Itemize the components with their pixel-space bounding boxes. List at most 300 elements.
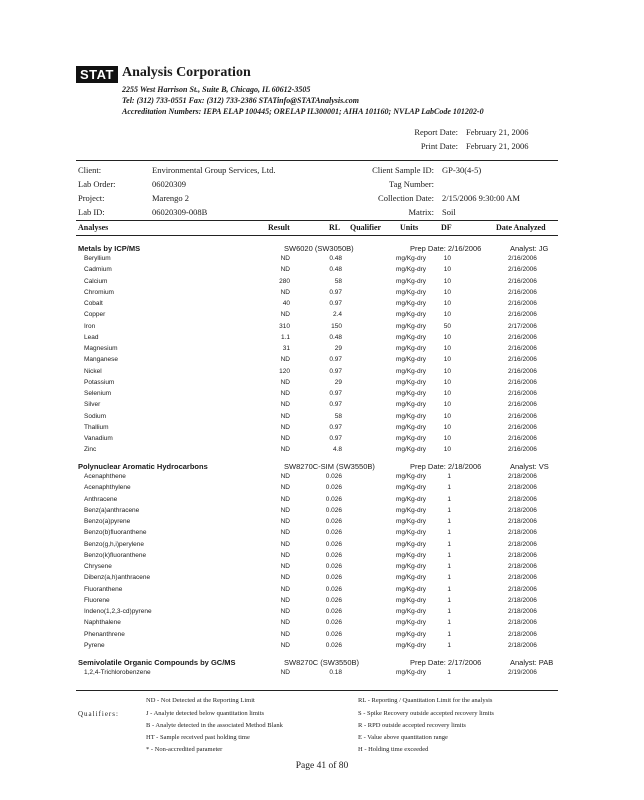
- reporting-limit: 0.026: [325, 608, 342, 615]
- date-analyzed: 2/18/2006: [508, 484, 537, 492]
- units: mg/Kg-dry: [396, 378, 426, 386]
- analyte-name: Pyrene: [84, 641, 105, 649]
- result-value: ND: [280, 551, 290, 559]
- reporting-limit: 0.97: [329, 435, 342, 442]
- client-label: Client:: [78, 165, 102, 175]
- dilution-factor: 10: [443, 378, 451, 386]
- table-row: [0, 289, 644, 300]
- units: mg/Kg-dry: [396, 596, 426, 604]
- result-value: ND: [280, 585, 290, 593]
- units: mg/Kg-dry: [396, 551, 426, 559]
- qualifier-nd: ND - Not Detected at the Reporting Limit: [146, 697, 255, 704]
- result-value: ND: [280, 435, 290, 442]
- accreditation-numbers: Accreditation Numbers: IEPA ELAP 100445; ORELAP IL300001; AIHA 101160; NVLAP LabCode 101202-0: [122, 107, 484, 116]
- qualifier-h: H - Holding time exceeded: [358, 746, 429, 753]
- date-analyzed: 2/16/2006: [508, 311, 537, 319]
- dilution-factor: 1: [447, 473, 451, 480]
- table-row: [0, 507, 644, 518]
- result-value: ND: [280, 288, 290, 296]
- dilution-factor: 10: [443, 277, 451, 285]
- reporting-limit: 0.026: [325, 619, 342, 627]
- date-analyzed: 2/16/2006: [508, 288, 537, 296]
- result-value: ND: [280, 495, 290, 503]
- reporting-limit: 150: [331, 322, 342, 330]
- table-row: [0, 563, 644, 574]
- section-method: SW6020 (SW3050B): [284, 244, 354, 253]
- date-analyzed: 2/18/2006: [508, 506, 537, 514]
- result-value: ND: [280, 423, 290, 431]
- date-analyzed: 2/16/2006: [508, 266, 537, 274]
- result-value: ND: [280, 266, 290, 274]
- dilution-factor: 10: [443, 412, 451, 420]
- analyte-name: Iron: [84, 322, 96, 330]
- dilution-factor: 10: [443, 401, 451, 409]
- analyte-name: Anthracene: [84, 495, 118, 503]
- units: mg/Kg-dry: [396, 356, 426, 364]
- analyte-name: Cadmium: [84, 266, 112, 274]
- client-sample-id-label: Client Sample ID:: [372, 165, 434, 175]
- dilution-factor: 1: [447, 641, 451, 649]
- table-row: [0, 390, 644, 401]
- dilution-factor: 10: [443, 356, 451, 364]
- analyte-name: Potassium: [84, 378, 115, 386]
- result-value: 31: [282, 345, 290, 352]
- tag-number-label: Tag Number:: [389, 179, 434, 189]
- analyte-name: Benzo(a)pyrene: [84, 518, 131, 525]
- date-analyzed: 2/18/2006: [508, 495, 537, 503]
- collection-date-value: 2/15/2006 9:30:00 AM: [442, 193, 520, 203]
- report-date-label: Report Date:: [414, 127, 458, 137]
- page-number: Page 41 of 80: [295, 761, 349, 771]
- qualifier-rl: RL - Reporting / Quantitation Limit for the analysis: [358, 697, 493, 704]
- matrix-label: Matrix:: [408, 207, 434, 217]
- analyte-name: Chromium: [84, 288, 114, 296]
- date-analyzed: 2/18/2006: [508, 585, 537, 593]
- table-row: [0, 446, 644, 457]
- qualifiers-title: Qualifiers:: [78, 710, 119, 718]
- dilution-factor: 1: [447, 551, 451, 559]
- reporting-limit: 0.026: [325, 551, 342, 559]
- client-sample-id-value: GP-30(4-5): [442, 165, 482, 175]
- qualifier-ht: HT - Sample received past holding time: [146, 734, 250, 741]
- result-value: ND: [280, 390, 290, 397]
- reporting-limit: 29: [334, 378, 342, 386]
- result-value: 310: [279, 322, 290, 330]
- table-row: [0, 356, 644, 367]
- date-analyzed: 2/17/2006: [508, 322, 537, 330]
- date-analyzed: 2/18/2006: [508, 529, 537, 537]
- qualifier-star: * - Non-accredited parameter: [146, 746, 223, 753]
- units: mg/Kg-dry: [396, 540, 426, 548]
- result-value: 280: [279, 277, 290, 285]
- reporting-limit: 0.97: [329, 423, 342, 431]
- result-value: ND: [280, 669, 290, 676]
- units: mg/Kg-dry: [396, 311, 426, 319]
- table-row: [0, 278, 644, 289]
- date-analyzed: 2/16/2006: [508, 277, 537, 285]
- dilution-factor: 1: [447, 574, 451, 582]
- analyte-name: 1,2,4-Trichlorobenzene: [84, 669, 151, 676]
- dilution-factor: 10: [443, 300, 451, 307]
- result-value: ND: [280, 311, 290, 319]
- reporting-limit: 0.97: [329, 390, 342, 397]
- result-value: ND: [280, 506, 290, 514]
- table-row: [0, 334, 644, 345]
- analyte-name: Dibenz(a,h)anthracene: [84, 574, 151, 582]
- reporting-limit: 0.97: [329, 288, 342, 296]
- table-row: [0, 413, 644, 424]
- result-value: ND: [280, 529, 290, 537]
- units: mg/Kg-dry: [396, 288, 426, 296]
- reporting-limit: 0.97: [329, 300, 342, 307]
- analyte-name: Benzo(k)fluoranthene: [84, 551, 147, 559]
- units: mg/Kg-dry: [396, 412, 426, 420]
- analyte-name: Fluoranthene: [84, 585, 123, 593]
- collection-date-label: Collection Date:: [378, 193, 434, 203]
- date-analyzed: 2/18/2006: [508, 551, 537, 559]
- date-analyzed: 2/18/2006: [508, 630, 537, 638]
- reporting-limit: 0.026: [325, 529, 342, 537]
- reporting-limit: 0.026: [325, 596, 342, 604]
- reporting-limit: 29: [334, 345, 342, 352]
- col-rl: RL: [329, 223, 341, 232]
- table-row: [0, 424, 644, 435]
- analyte-name: Copper: [84, 311, 106, 319]
- dilution-factor: 1: [447, 608, 451, 615]
- units: mg/Kg-dry: [396, 641, 426, 649]
- date-analyzed: 2/18/2006: [508, 563, 537, 570]
- section-title: Metals by ICP/MS: [78, 244, 141, 253]
- dilution-factor: 10: [443, 435, 451, 442]
- units: mg/Kg-dry: [396, 563, 426, 570]
- analyte-name: Cobalt: [84, 300, 103, 307]
- qualifier-j: J - Analyte detected below quantitation limits: [146, 710, 265, 717]
- units: mg/Kg-dry: [396, 367, 426, 375]
- dilution-factor: 50: [443, 322, 451, 330]
- result-value: ND: [280, 630, 290, 638]
- table-row: [0, 669, 644, 680]
- table-row: [0, 619, 644, 630]
- units: mg/Kg-dry: [396, 585, 426, 593]
- table-row: [0, 323, 644, 334]
- reporting-limit: 0.026: [325, 585, 342, 593]
- date-analyzed: 2/16/2006: [508, 423, 537, 431]
- units: mg/Kg-dry: [396, 619, 426, 627]
- date-analyzed: 2/18/2006: [508, 608, 537, 615]
- table-row: [0, 300, 644, 311]
- units: mg/Kg-dry: [396, 322, 426, 330]
- analyte-name: Nickel: [84, 367, 102, 375]
- units: mg/Kg-dry: [396, 390, 426, 397]
- date-analyzed: 2/16/2006: [508, 255, 537, 262]
- print-date-value: February 21, 2006: [466, 141, 529, 151]
- result-value: ND: [280, 356, 290, 364]
- units: mg/Kg-dry: [396, 277, 426, 285]
- date-analyzed: 2/16/2006: [508, 435, 537, 442]
- reporting-limit: 0.18: [329, 669, 342, 676]
- reporting-limit: 0.97: [329, 367, 342, 375]
- reporting-limit: 0.026: [325, 495, 342, 503]
- analyte-name: Manganese: [84, 356, 118, 364]
- qualifier-b: B - Analyte detected in the associated Method Blank: [146, 722, 283, 729]
- dilution-factor: 1: [447, 484, 451, 492]
- section-analyst: Analyst: JG: [510, 244, 549, 253]
- reporting-limit: 2.4: [332, 311, 342, 319]
- reporting-limit: 0.026: [325, 641, 342, 649]
- date-analyzed: 2/18/2006: [508, 540, 537, 548]
- units: mg/Kg-dry: [396, 401, 426, 409]
- analyte-name: Calcium: [84, 277, 108, 285]
- analyte-name: Selenium: [84, 390, 112, 397]
- date-analyzed: 2/16/2006: [508, 300, 537, 307]
- date-analyzed: 2/18/2006: [508, 574, 537, 582]
- dilution-factor: 1: [447, 669, 451, 676]
- table-row: [0, 631, 644, 642]
- company-address: 2255 West Harrison St., Suite B, Chicago, IL 60612-3505: [122, 85, 311, 94]
- section-title: Semivolatile Organic Compounds by GC/MS: [78, 658, 236, 667]
- client-value: Environmental Group Services, Ltd.: [152, 165, 276, 175]
- reporting-limit: 0.026: [325, 574, 342, 582]
- result-value: ND: [280, 378, 290, 386]
- lab-order-label: Lab Order:: [78, 179, 116, 189]
- dilution-factor: 1: [447, 630, 451, 638]
- table-row: [0, 311, 644, 322]
- result-value: ND: [280, 596, 290, 604]
- result-value: ND: [280, 446, 290, 454]
- reporting-limit: 0.026: [325, 473, 342, 480]
- reporting-limit: 0.48: [329, 333, 342, 341]
- qualifiers-divider: [76, 690, 558, 691]
- dilution-factor: 10: [443, 423, 451, 431]
- units: mg/Kg-dry: [396, 484, 426, 492]
- qualifier-r: R - RPD outside accepted recovery limits: [358, 722, 466, 729]
- dilution-factor: 10: [443, 255, 451, 262]
- reporting-limit: 0.97: [329, 356, 342, 364]
- table-row: [0, 266, 644, 277]
- reporting-limit: 4.8: [332, 446, 342, 454]
- result-value: ND: [280, 563, 290, 570]
- units: mg/Kg-dry: [396, 506, 426, 514]
- table-row: [0, 642, 644, 653]
- date-analyzed: 2/16/2006: [508, 333, 537, 341]
- dilution-factor: 1: [447, 540, 451, 548]
- dilution-factor: 1: [447, 506, 451, 514]
- analyte-name: Fluorene: [84, 596, 110, 604]
- analyte-name: Chrysene: [84, 563, 112, 570]
- date-analyzed: 2/16/2006: [508, 378, 537, 386]
- table-row: [0, 255, 644, 266]
- dilution-factor: 10: [443, 390, 451, 397]
- reporting-limit: 0.026: [325, 563, 342, 570]
- result-value: ND: [280, 473, 290, 480]
- date-analyzed: 2/18/2006: [508, 619, 537, 627]
- date-analyzed: 2/19/2006: [508, 669, 537, 676]
- dilution-factor: 1: [447, 563, 451, 570]
- result-value: ND: [280, 619, 290, 627]
- analyte-name: Benzo(b)fluoranthene: [84, 529, 147, 537]
- analyte-name: Beryllium: [84, 255, 111, 262]
- result-value: ND: [280, 401, 290, 409]
- table-row: [0, 597, 644, 608]
- col-df: DF: [441, 223, 452, 232]
- project-value: Marengo 2: [152, 193, 190, 203]
- units: mg/Kg-dry: [396, 446, 426, 454]
- date-analyzed: 2/16/2006: [508, 446, 537, 454]
- date-analyzed: 2/18/2006: [508, 518, 537, 525]
- dilution-factor: 10: [443, 367, 451, 375]
- units: mg/Kg-dry: [396, 266, 426, 274]
- table-row: [0, 529, 644, 540]
- units: mg/Kg-dry: [396, 529, 426, 537]
- table-row: [0, 379, 644, 390]
- dilution-factor: 1: [447, 495, 451, 503]
- analyte-name: Benz(a)anthracene: [84, 506, 140, 514]
- qualifier-e: E - Value above quantitation range: [358, 734, 448, 741]
- table-row: [0, 574, 644, 585]
- analyte-name: Acenaphthylene: [84, 484, 131, 492]
- table-row: [0, 496, 644, 507]
- result-value: ND: [280, 255, 290, 262]
- dilution-factor: 10: [443, 266, 451, 274]
- analyte-name: Lead: [84, 333, 99, 341]
- section-prep-date: Prep Date: 2/16/2006: [410, 244, 482, 253]
- result-value: ND: [280, 574, 290, 582]
- date-analyzed: 2/16/2006: [508, 390, 537, 397]
- reporting-limit: 0.026: [325, 484, 342, 492]
- result-value: ND: [280, 484, 290, 492]
- analyte-name: Naphthalene: [84, 619, 121, 627]
- table-top-divider: [76, 220, 558, 221]
- section-method: SW8270C (SW3550B): [284, 658, 360, 667]
- table-row: [0, 473, 644, 484]
- analyte-name: Sodium: [84, 412, 107, 420]
- analyte-name: Vanadium: [84, 435, 113, 442]
- reporting-limit: 58: [334, 277, 342, 285]
- result-value: ND: [280, 608, 290, 615]
- result-value: ND: [280, 540, 290, 548]
- table-row: [0, 368, 644, 379]
- units: mg/Kg-dry: [396, 333, 426, 341]
- company-name: Analysis Corporation: [122, 65, 251, 80]
- print-date-label: Print Date:: [420, 141, 458, 151]
- reporting-limit: 0.026: [325, 540, 342, 548]
- col-result: Result: [268, 223, 290, 232]
- reporting-limit: 0.026: [325, 630, 342, 638]
- qualifier-s: S - Spike Recovery outside accepted recovery limits: [358, 710, 494, 717]
- analyte-name: Magnesium: [84, 345, 118, 352]
- analyte-name: Thallium: [84, 423, 109, 431]
- reporting-limit: 0.48: [329, 266, 342, 274]
- section-title: Polynuclear Aromatic Hydrocarbons: [78, 462, 208, 471]
- date-analyzed: 2/18/2006: [508, 641, 537, 649]
- dilution-factor: 1: [447, 585, 451, 593]
- date-analyzed: 2/16/2006: [508, 356, 537, 364]
- header-divider: [76, 160, 558, 161]
- table-row: [0, 608, 644, 619]
- table-row: [0, 401, 644, 412]
- units: mg/Kg-dry: [396, 518, 426, 525]
- analyte-name: Zinc: [84, 446, 97, 454]
- reporting-limit: 0.48: [329, 255, 342, 262]
- lab-order-value: 06020309: [152, 179, 186, 189]
- units: mg/Kg-dry: [396, 423, 426, 431]
- result-value: ND: [280, 641, 290, 649]
- project-label: Project:: [78, 193, 105, 203]
- date-analyzed: 2/16/2006: [508, 345, 537, 352]
- dilution-factor: 1: [447, 529, 451, 537]
- column-header-divider: [76, 235, 558, 236]
- dilution-factor: 10: [443, 446, 451, 454]
- table-row: [0, 345, 644, 356]
- company-contact: Tel: (312) 733-0551 Fax: (312) 733-2386 STATinfo@STATAnalysis.com: [122, 96, 359, 105]
- analyte-name: Acenaphthene: [84, 473, 126, 480]
- section-analyst: Analyst: VS: [510, 462, 549, 471]
- col-analyses: Analyses: [78, 223, 109, 232]
- col-units: Units: [400, 223, 419, 232]
- section-analyst: Analyst: PAB: [510, 658, 554, 667]
- units: mg/Kg-dry: [396, 435, 426, 442]
- lab-id-value: 06020309-008B: [152, 207, 208, 217]
- table-row: [0, 541, 644, 552]
- units: mg/Kg-dry: [396, 669, 426, 676]
- result-value: 120: [279, 367, 290, 375]
- table-row: [0, 518, 644, 529]
- section-prep-date: Prep Date: 2/17/2006: [410, 658, 482, 667]
- reporting-limit: 58: [334, 412, 342, 420]
- analyte-name: Indeno(1,2,3-cd)pyrene: [84, 608, 152, 615]
- date-analyzed: 2/16/2006: [508, 367, 537, 375]
- date-analyzed: 2/18/2006: [508, 596, 537, 604]
- lab-id-label: Lab ID:: [78, 207, 105, 217]
- result-value: ND: [280, 412, 290, 420]
- analyte-name: Benzo(g,h,i)perylene: [84, 540, 144, 548]
- date-analyzed: 2/18/2006: [508, 473, 537, 480]
- units: mg/Kg-dry: [396, 608, 426, 615]
- dilution-factor: 1: [447, 619, 451, 627]
- units: mg/Kg-dry: [396, 574, 426, 582]
- col-date-analyzed: Date Analyzed: [496, 223, 546, 232]
- reporting-limit: 0.97: [329, 401, 342, 409]
- company-logo: STAT: [76, 66, 118, 83]
- col-qualifier: Qualifier: [350, 223, 382, 232]
- analyte-name: Silver: [84, 401, 101, 409]
- dilution-factor: 1: [447, 518, 451, 525]
- report-date-value: February 21, 2006: [466, 127, 529, 137]
- reporting-limit: 0.026: [325, 518, 342, 525]
- dilution-factor: 10: [443, 288, 451, 296]
- table-row: [0, 435, 644, 446]
- units: mg/Kg-dry: [396, 300, 426, 307]
- table-row: [0, 484, 644, 495]
- analyte-name: Phenanthrene: [84, 630, 125, 638]
- units: mg/Kg-dry: [396, 495, 426, 503]
- result-value: 40: [282, 300, 290, 307]
- dilution-factor: 10: [443, 311, 451, 319]
- units: mg/Kg-dry: [396, 345, 426, 352]
- date-analyzed: 2/16/2006: [508, 412, 537, 420]
- table-row: [0, 552, 644, 563]
- section-method: SW8270C-SIM (SW3550B): [284, 462, 375, 471]
- units: mg/Kg-dry: [396, 255, 426, 262]
- result-value: 1.1: [280, 333, 290, 341]
- dilution-factor: 10: [443, 345, 451, 352]
- dilution-factor: 10: [443, 333, 451, 341]
- table-row: [0, 586, 644, 597]
- dilution-factor: 1: [447, 596, 451, 604]
- units: mg/Kg-dry: [396, 630, 426, 638]
- reporting-limit: 0.026: [325, 506, 342, 514]
- units: mg/Kg-dry: [396, 473, 426, 480]
